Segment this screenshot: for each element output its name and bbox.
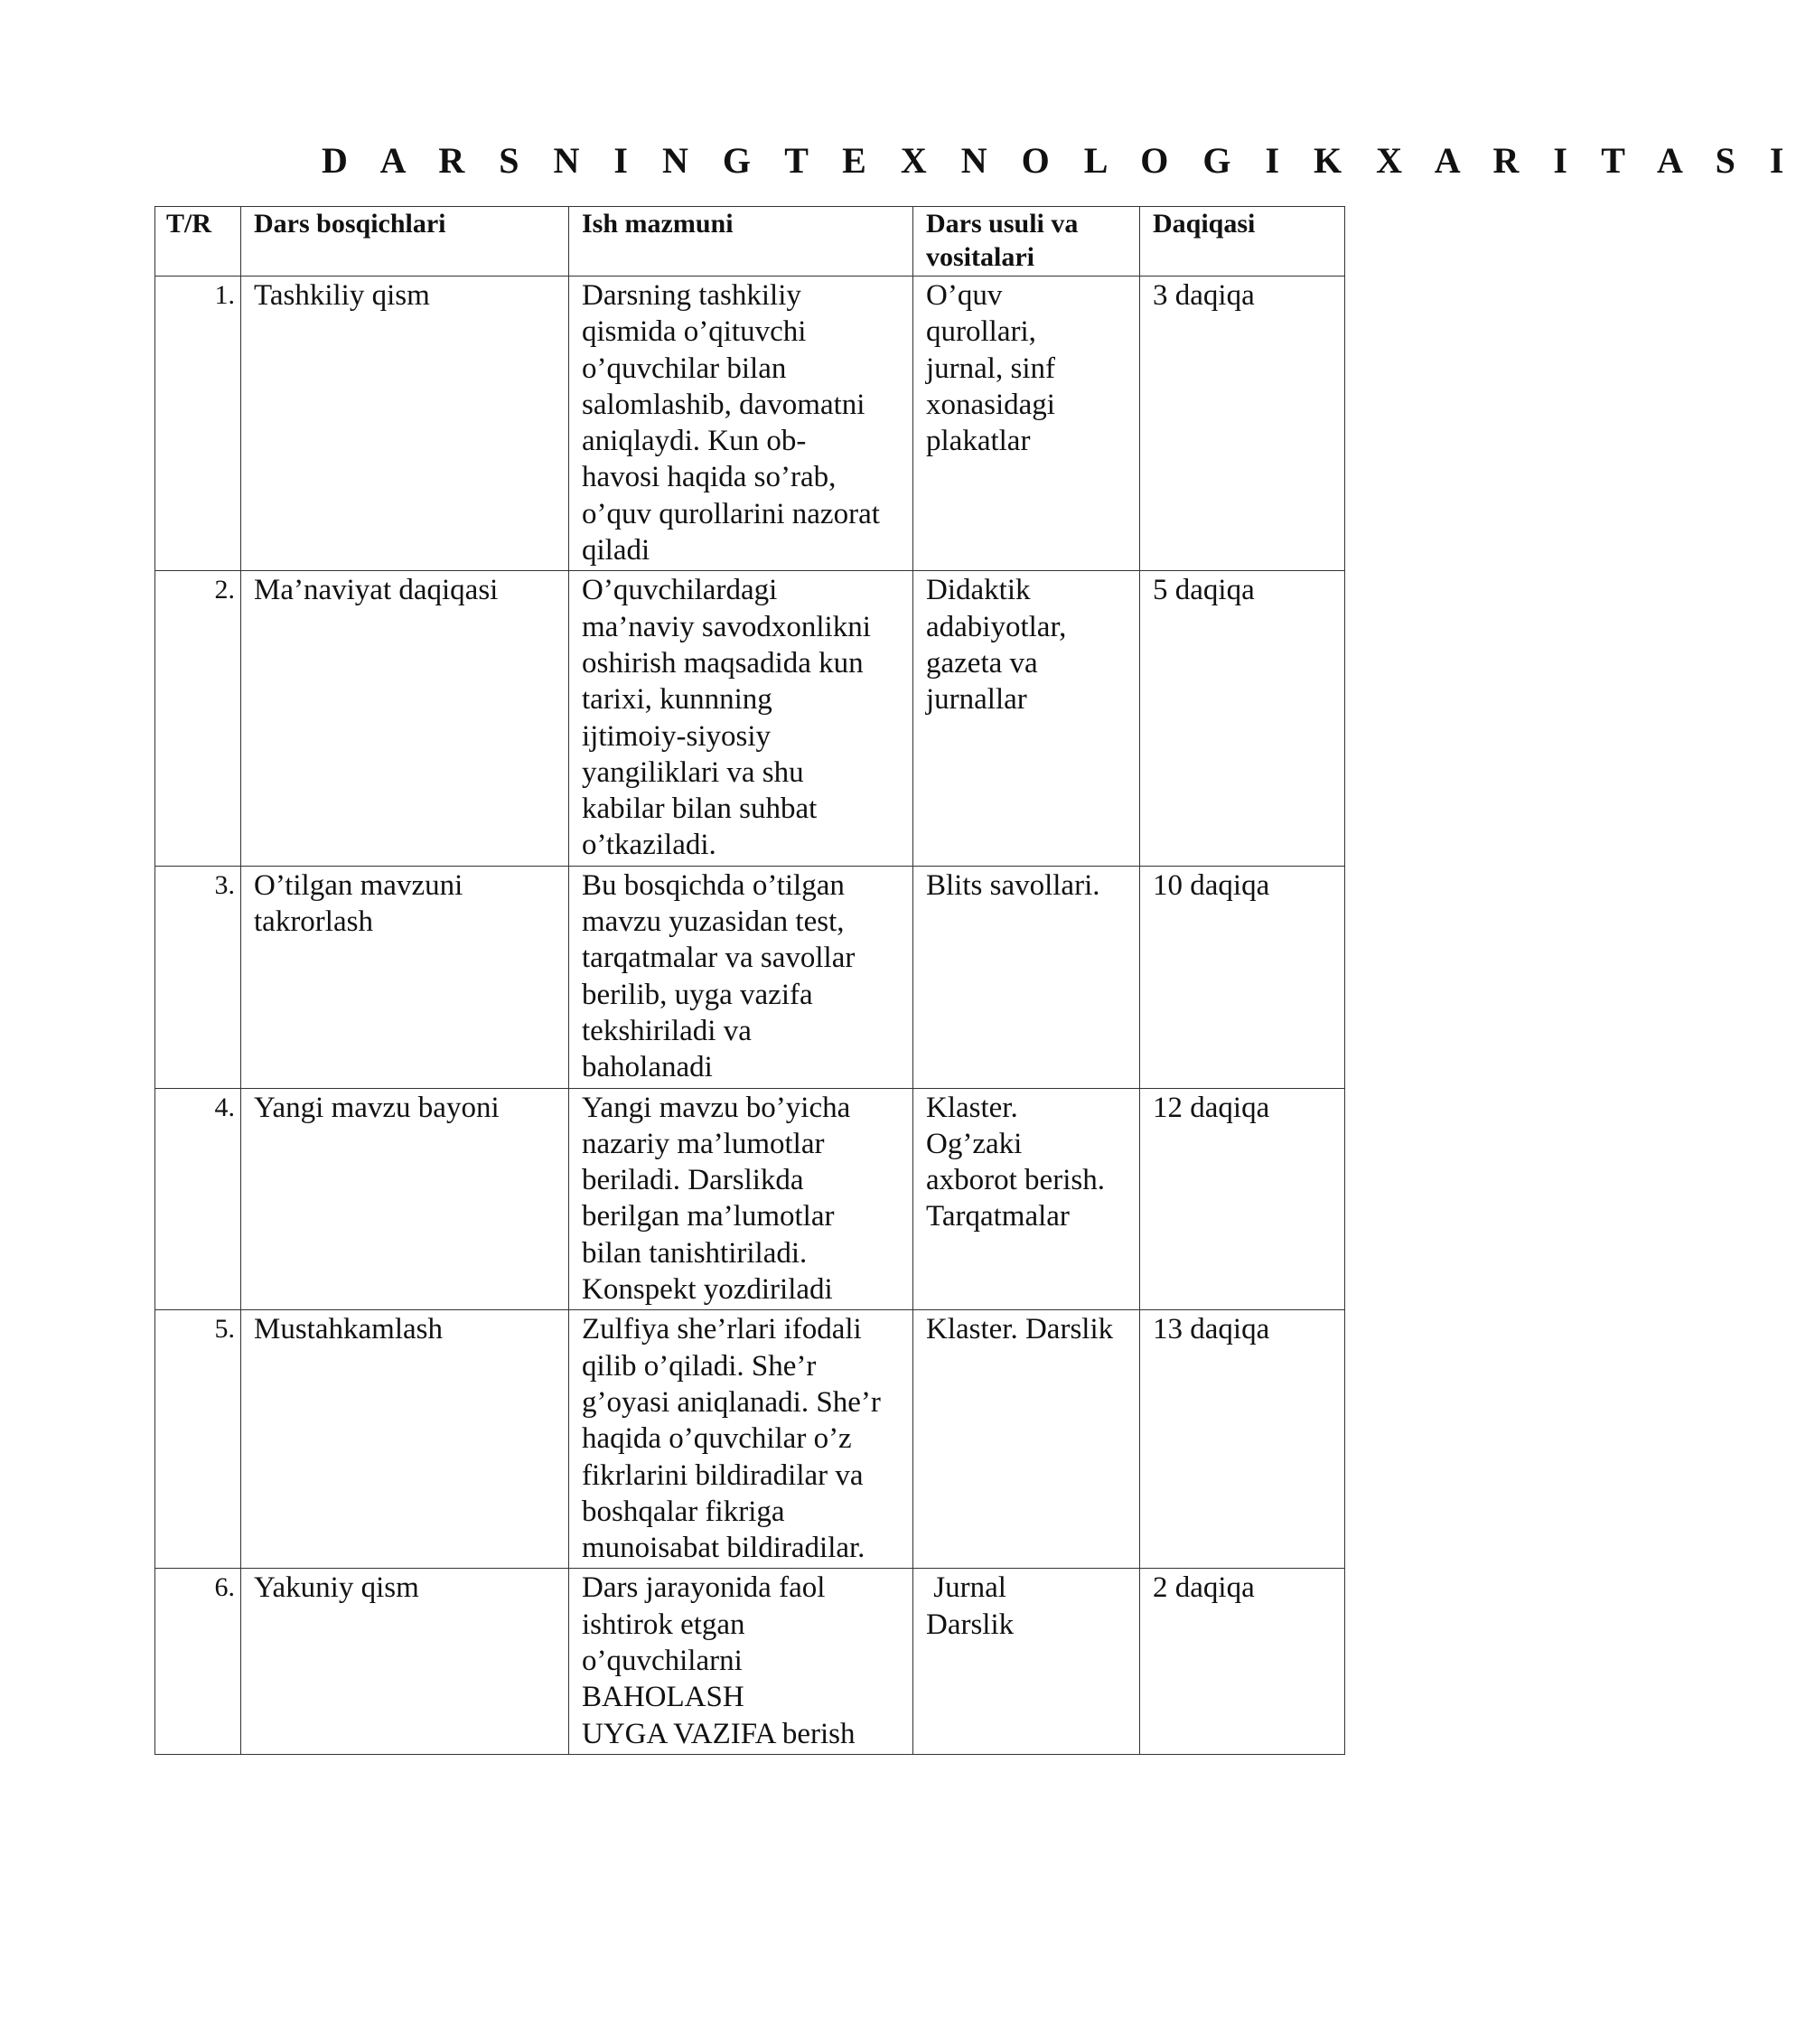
content-line: boshqalar fikriga (582, 1495, 785, 1528)
row-number: 6. (155, 1569, 241, 1754)
stage-line: takrorlash (254, 905, 373, 939)
content-line: o’tkaziladi. (582, 829, 716, 862)
method-line: qurollari, (926, 315, 1036, 349)
method-cell (913, 277, 1140, 571)
row-number: 1. (155, 277, 241, 571)
stage-line: O’tilgan mavzuni (254, 868, 463, 902)
table-row (155, 1569, 1345, 1754)
stage-line: Mustahkamlash (254, 1313, 443, 1346)
content-line: beriladi. Darslikda (582, 1164, 804, 1197)
method-line: plakatlar (926, 425, 1031, 458)
content-line: g’oyasi aniqlanadi. She’r (582, 1385, 881, 1419)
method-line: O’quv (926, 279, 1003, 312)
minutes-cell: 5 daqiqa (1140, 571, 1345, 866)
content-line: bilan tanishtiriladi. (582, 1236, 808, 1270)
content-cell (569, 866, 913, 1088)
content-line: Konspekt yozdiriladi (582, 1273, 833, 1307)
stage-line: Yangi mavzu bayoni (254, 1091, 500, 1124)
table-row (155, 1310, 1345, 1569)
stage-cell (241, 1088, 569, 1310)
header-method-line: vositalari (926, 242, 1034, 272)
stage-cell (241, 1310, 569, 1569)
content-line: aniqlaydi. Kun ob- (582, 425, 807, 458)
content-cell (569, 571, 913, 866)
stage-cell (241, 571, 569, 866)
minutes-cell: 2 daqiqa (1140, 1569, 1345, 1754)
content-line: mavzu yuzasidan test, (582, 905, 845, 939)
method-line: jurnallar (926, 683, 1027, 717)
content-line: ijtimoiy-siyosiy (582, 719, 772, 753)
content-cell (569, 277, 913, 571)
content-line: salomlashib, davomatni (582, 388, 865, 421)
method-line: xonasidagi (926, 388, 1055, 421)
row-number: 2. (155, 571, 241, 866)
minutes-cell: 12 daqiqa (1140, 1088, 1345, 1310)
content-line: o’quvchilar bilan (582, 352, 787, 385)
lesson-map-table (154, 206, 1345, 1755)
stage-line: Yakuniy qism (254, 1571, 419, 1605)
stage-cell (241, 866, 569, 1088)
method-cell (913, 1569, 1140, 1754)
content-line: munoisabat bildiradilar. (582, 1532, 865, 1565)
content-line: Zulfiya she’rlari ifodali (582, 1313, 862, 1346)
table-body (155, 277, 1345, 1755)
minutes-cell: 3 daqiqa (1140, 277, 1345, 571)
method-cell (913, 571, 1140, 866)
table-row (155, 277, 1345, 571)
header-num: T/R (155, 207, 241, 277)
table-header-row (155, 207, 1345, 277)
content-line: tarixi, kunnning (582, 683, 772, 717)
content-line: ma’naviy savodxonlikni (582, 610, 871, 643)
content-line: qilib o’qiladi. She’r (582, 1349, 817, 1383)
content-line: qiladi (582, 534, 650, 567)
header-minutes: Daqiqasi (1140, 207, 1345, 277)
content-line: Bu bosqichda o’tilgan (582, 868, 845, 902)
method-line: Didaktik (926, 574, 1031, 607)
header-method-line: Dars usuli va (926, 209, 1079, 239)
content-line: tekshiriladi va (582, 1014, 752, 1047)
minutes-cell: 10 daqiqa (1140, 866, 1345, 1088)
content-line: berilgan ma’lumotlar (582, 1200, 835, 1233)
content-line: haqida o’quvchilar o’z (582, 1422, 852, 1456)
content-line: havosi haqida so’rab, (582, 461, 837, 494)
content-line: berilib, uyga vazifa (582, 978, 813, 1011)
method-line: Jurnal (926, 1571, 1006, 1605)
content-line: kabilar bilan suhbat (582, 792, 818, 826)
content-line: Darsning tashkiliy (582, 279, 801, 312)
content-line: Yangi mavzu bo’yicha (582, 1091, 851, 1124)
method-line: jurnal, sinf (926, 352, 1055, 385)
method-cell (913, 866, 1140, 1088)
row-number: 4. (155, 1088, 241, 1310)
method-line: Klaster. Darslik (926, 1313, 1114, 1346)
method-line: gazeta va (926, 646, 1038, 680)
method-line: adabiyotlar, (926, 610, 1067, 643)
content-line: BAHOLASH (582, 1681, 744, 1714)
content-line: nazariy ma’lumotlar (582, 1127, 825, 1160)
content-line: qismida o’qituvchi (582, 315, 807, 349)
table-row (155, 866, 1345, 1088)
page-title: D A R S N I N G T E X N O L O G I K X A R I T A S I (322, 140, 1796, 181)
stage-line: Tashkiliy qism (254, 279, 430, 312)
table-row (155, 571, 1345, 866)
method-line: Klaster. (926, 1091, 1018, 1124)
content-line: o’quv qurollarini nazorat (582, 497, 880, 530)
method-line: Tarqatmalar (926, 1200, 1070, 1233)
content-cell (569, 1310, 913, 1569)
header-content: Ish mazmuni (569, 207, 913, 277)
content-line: o’quvchilarni (582, 1644, 743, 1677)
content-line: tarqatmalar va savollar (582, 942, 856, 975)
table-row (155, 1088, 1345, 1310)
method-line: Darslik (926, 1608, 1015, 1641)
content-line: UYGA VAZIFA berish (582, 1717, 856, 1750)
content-line: O’quvchilardagi (582, 574, 778, 607)
stage-cell (241, 277, 569, 571)
stage-line: Ma’naviyat daqiqasi (254, 574, 499, 607)
content-cell (569, 1088, 913, 1310)
content-cell (569, 1569, 913, 1754)
content-line: fikrlarini bildiradilar va (582, 1458, 864, 1492)
method-line: Blits savollari. (926, 868, 1100, 902)
row-number: 3. (155, 866, 241, 1088)
stage-cell (241, 1569, 569, 1754)
header-method (913, 207, 1140, 277)
content-line: ishtirok etgan (582, 1608, 745, 1641)
method-line: axborot berish. (926, 1164, 1105, 1197)
method-cell (913, 1310, 1140, 1569)
minutes-cell: 13 daqiqa (1140, 1310, 1345, 1569)
content-line: oshirish maqsadida kun (582, 646, 864, 680)
header-stage: Dars bosqichlari (241, 207, 569, 277)
content-line: Dars jarayonida faol (582, 1571, 826, 1605)
method-line: Og’zaki (926, 1127, 1023, 1160)
content-line: baholanadi (582, 1051, 713, 1084)
method-cell (913, 1088, 1140, 1310)
row-number: 5. (155, 1310, 241, 1569)
content-line: yangiliklari va shu (582, 755, 804, 789)
